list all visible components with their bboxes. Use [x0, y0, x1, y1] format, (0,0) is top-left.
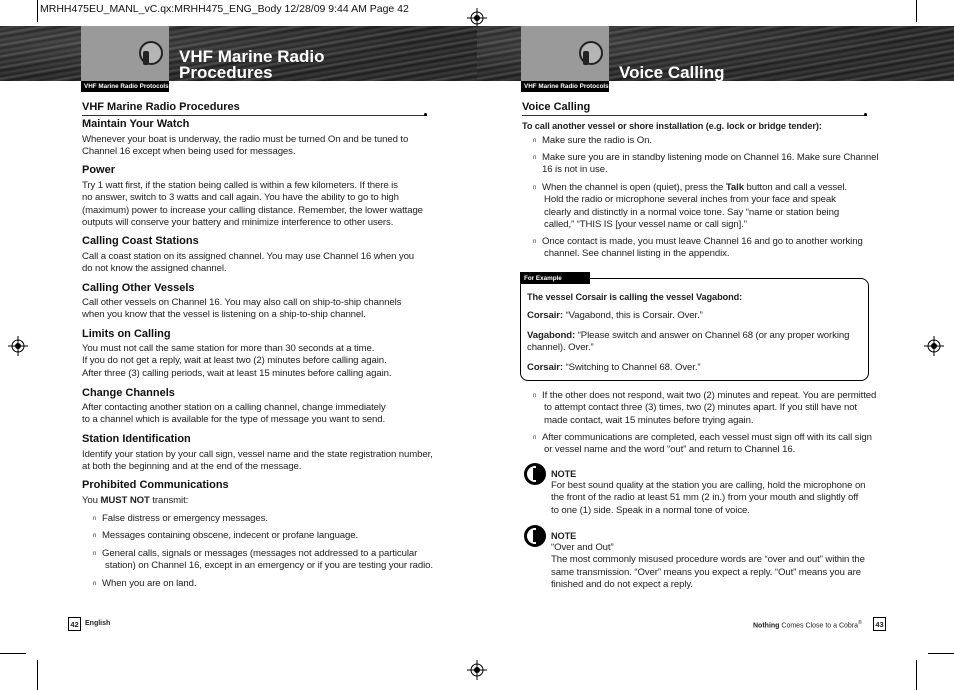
section-body: Identify your station by your call sign, vessel name and the state registration number, at both the beginning and at the end of the message. [82, 449, 433, 473]
footer-language: English [85, 620, 111, 627]
note-icon [524, 463, 546, 485]
section-body: Whenever your boat is underway, the radio must be turned On and be tuned to Channel 16 except when being used for messages. [82, 134, 409, 158]
list-item: General calls, signals or messages (messages not addressed to a particular station) on Channel 16, except in an emergency or if you are testing your radio. [102, 548, 433, 572]
bullet-icon: n [93, 551, 97, 557]
radio-dial-icon [521, 26, 609, 81]
section-heading: Limits on Calling [82, 328, 171, 340]
list-item: Messages containing obscene, indecent or profane language. [102, 530, 359, 541]
step-item: If the other does not respond, wait two (2) minutes and repeat. You are permitted to attempt contact three (3) times, two (2) minutes apart. If you still have not made contact, wait 15 minutes before trying again. [542, 390, 877, 426]
bullet-icon: n [93, 533, 97, 539]
example-line: Corsair: “Switching to Channel 68. Over.” [527, 362, 701, 373]
crop-mark [916, 660, 917, 690]
registration-mark-icon [467, 660, 487, 680]
voice-calling-intro: To call another vessel or shore installation (e.g. lock or bridge tender): [522, 121, 822, 131]
note-body: “Over and Out” The most commonly misused procedure words are “over and out” within the same transmission. “Over” means you expect a reply. “Out” means you are finished and do not expect a reply. [551, 542, 865, 591]
registration-mark-icon [467, 8, 487, 28]
crop-mark [916, 0, 917, 22]
section-heading: Prohibited Communications [82, 479, 229, 491]
section-heading: Change Channels [82, 387, 175, 399]
crop-mark [37, 0, 38, 22]
section-heading: Calling Coast Stations [82, 235, 199, 247]
section-dot [864, 113, 867, 116]
example-title: The vessel Corsair is calling the vessel Vagabond: [527, 292, 743, 302]
registration-mark-icon [8, 336, 28, 356]
bullet-icon: n [93, 516, 97, 522]
bullet-icon: n [93, 581, 97, 587]
section-body: Call other vessels on Channel 16. You may also call on ship-to-ship channels when you know that the vessel is listening on a ship-to-ship channel. [82, 297, 402, 321]
footer-tagline: Nothing Comes Close to a Cobra® [753, 620, 862, 630]
section-heading: Maintain Your Watch [82, 118, 190, 130]
print-slug-line: MRHH475EU_MANL_vC.qx:MRHH475_ENG_Body 12/28/09 9:44 AM Page 42 [40, 3, 409, 15]
section-body: After contacting another station on a calling channel, change immediately to a channel which is available for the type of message you want to send. [82, 402, 386, 426]
crop-mark [928, 653, 954, 654]
bullet-icon: n [533, 138, 537, 144]
bullet-icon: n [533, 239, 537, 245]
step-item: After communications are completed, each vessel must sign off with its call sign or vessel name and the word “out” and return to Channel 16. [542, 432, 872, 456]
right-tab-label: VHF Marine Radio Protocols [521, 81, 609, 92]
section-body: You must not call the same station for more than 30 seconds at a time. If you do not get a reply, wait at least two (2) minutes before calling again. After three (3) calling periods, wait at least 15 minutes before calling again. [82, 343, 392, 379]
list-item: False distress or emergency messages. [102, 513, 268, 524]
example-line: Vagabond: “Please switch and answer on Channel 68 (or any proper working channel). Over.” [527, 330, 850, 354]
step-item: Make sure the radio is On. [542, 135, 652, 146]
section-rule [522, 115, 867, 116]
step-item: Once contact is made, you must leave Channel 16 and go to another working channel. See channel listing in the appendix. [542, 236, 863, 260]
bullet-icon: n [533, 155, 537, 161]
section-body: Try 1 watt first, if the station being called is within a few kilometers. If there is no answer, switch to 3 watts and call again. You have the ability to go to high (maximum) power to increase your calling distance. Remember, the lower wattage outputs will conserve your battery and minimize interference to other users. [82, 180, 423, 229]
note-icon [524, 525, 546, 547]
section-rule [82, 115, 427, 116]
note-body: For best sound quality at the station you are calling, hold the microphone on the front of the radio at least 51 mm (2 in.) from your mouth and slightly off to one (1) side. Speak in a normal tone of voice. [551, 480, 866, 516]
bullet-icon: n [533, 435, 537, 441]
right-page-title: Voice Calling [619, 63, 725, 82]
right-section-head: Voice Calling [522, 101, 591, 113]
crop-mark [37, 660, 38, 690]
page-number: 42 [68, 617, 81, 631]
left-section-head: VHF Marine Radio Procedures [82, 101, 240, 113]
bullet-icon: n [533, 185, 537, 191]
section-heading: Station Identification [82, 433, 191, 445]
note-label: NOTE [551, 469, 577, 479]
prohibited-intro: You MUST NOT transmit: [82, 495, 189, 506]
page-number: 43 [873, 617, 886, 631]
crop-mark [0, 653, 26, 654]
left-page-title: VHF Marine Radio Procedures [179, 47, 325, 82]
note-label: NOTE [551, 531, 577, 541]
registration-mark-icon [924, 336, 944, 356]
section-heading: Calling Other Vessels [82, 282, 195, 294]
radio-dial-icon [81, 26, 169, 81]
left-tab-label: VHF Marine Radio Protocols [81, 81, 169, 92]
section-heading: Power [82, 164, 116, 176]
section-body: Call a coast station on its assigned channel. You may use Channel 16 when you do not know the assigned channel. [82, 251, 415, 275]
step-item: Make sure you are in standby listening mode on Channel 16. Make sure Channel 16 is not in use. [542, 152, 879, 176]
step-item: When the channel is open (quiet), press the Talk button and call a vessel. Hold the radio or microphone several inches from your face and speak clearly and distinctly in a normal voice tone. Say “name or station being called,” “THIS IS [your vessel name or call sign].” [542, 182, 847, 231]
example-line: Corsair: “Vagabond, this is Corsair. Over.” [527, 310, 703, 321]
example-tab-label: For Example [520, 272, 590, 284]
section-dot [424, 113, 427, 116]
list-item: When you are on land. [102, 578, 197, 589]
bullet-icon: n [533, 393, 537, 399]
